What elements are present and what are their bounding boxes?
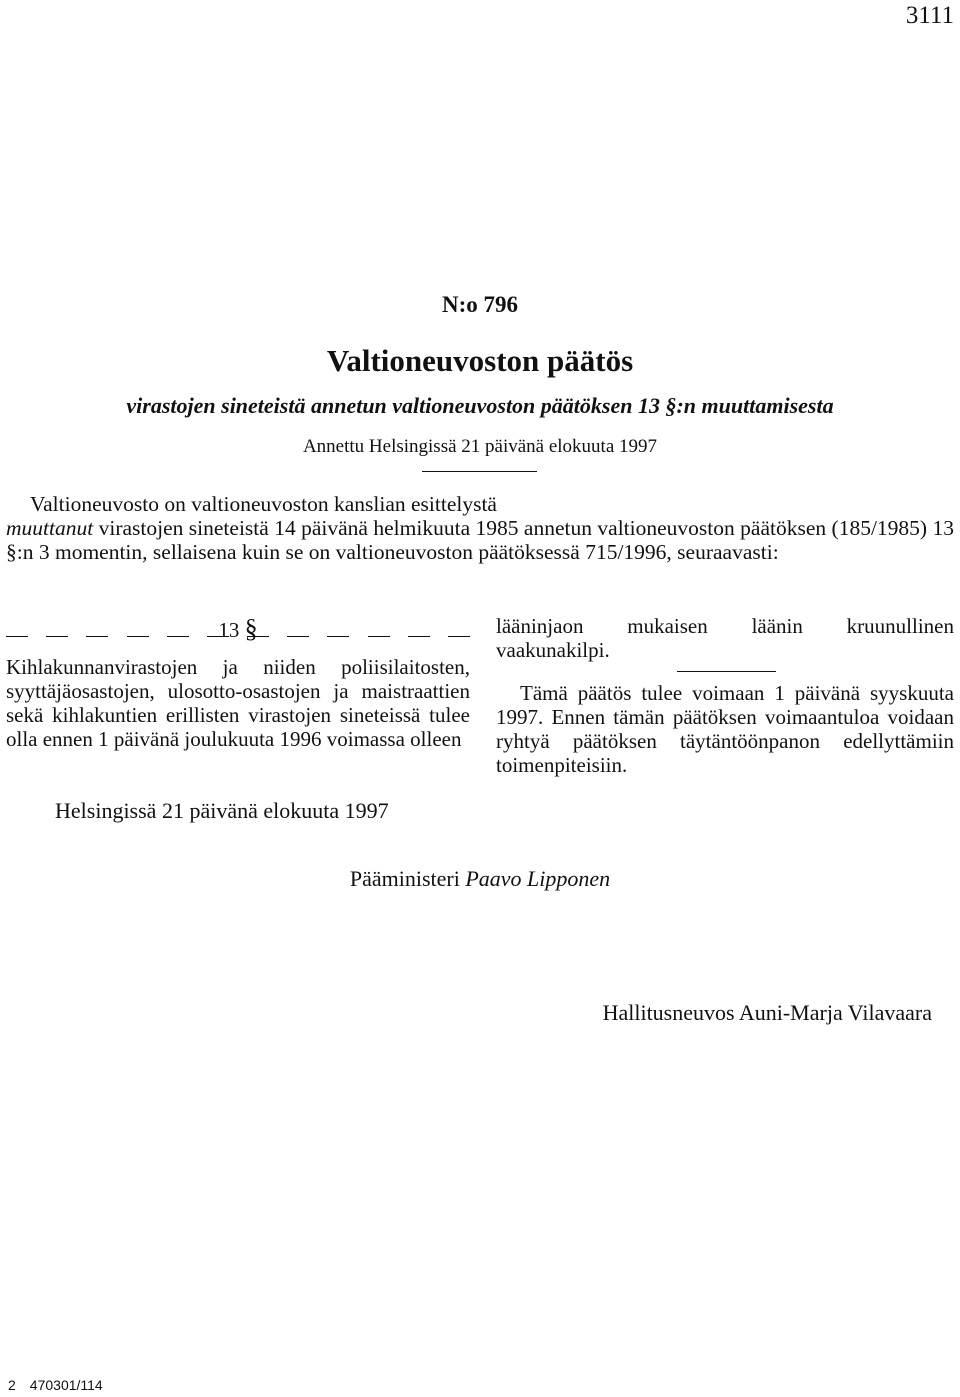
preamble-verb: muuttanut	[6, 516, 94, 540]
footer-sheet: 2	[8, 1377, 16, 1393]
footer	[8, 1377, 103, 1393]
entry-into-force	[496, 681, 954, 777]
counsellor-signature: Hallitusneuvos Auni-Marja Vilavaara	[602, 1000, 932, 1025]
section-text-right: lääninjaon mukaisen läänin kruunullinen vaakunakilpi.	[496, 614, 954, 662]
section-number: 13	[218, 618, 240, 642]
place-date: Helsingissä 21 päivänä elokuuta 1997	[55, 798, 389, 823]
preamble-rest: virastojen sineteistä 14 päivänä helmikuuta 1985 annetun valtioneuvoston päätöksen (185/1985) 13 §:n 3 momentin, sellaisena kuin se on valtioneuvoston päätöksessä 715/1996, seuraavasti:	[6, 516, 954, 564]
section-divider	[677, 671, 776, 672]
section-symbol: §	[244, 614, 258, 643]
document-subtitle: virastojen sineteistä annetun valtioneuvoston päätöksen 13 §:n muuttamisesta	[126, 393, 834, 418]
statute-number: N:o 796	[441, 292, 519, 317]
prime-minister-signature	[0, 866, 960, 892]
omission-dashes	[6, 636, 470, 648]
preamble-line1: Valtioneuvosto on valtioneuvoston kanslian esittelystä	[30, 492, 497, 516]
preamble-body	[6, 516, 954, 564]
issued-line: Annettu Helsingissä 21 päivänä elokuuta 1997	[302, 436, 658, 457]
title-divider	[422, 471, 537, 472]
pm-name: Paavo Lipponen	[465, 866, 611, 891]
page-number: 3111	[905, 2, 954, 29]
entry-into-force-text: Tämä päätös tulee voimaan 1 päivänä syyskuuta 1997. Ennen tämän päätöksen voimaantuloa voidaan ryhtyä päätöksen täytäntöönpanon edellyttämiin toimenpiteisiin.	[496, 681, 954, 777]
pm-title: Pääministeri	[349, 866, 460, 891]
preamble	[6, 492, 954, 564]
document-title: Valtioneuvoston päätös	[326, 343, 634, 378]
footer-code: 470301/114	[29, 1377, 103, 1393]
section-text-left: Kihlakunnanvirastojen ja niiden poliisilaitosten, syyttäjäosastojen, ulosotto-osastojen ja maistraattien sekä kihlakuntien erillisten virastojen sineteissä tulee olla ennen 1 päivänä joulukuuta 1996 voimassa olleen	[6, 655, 470, 751]
